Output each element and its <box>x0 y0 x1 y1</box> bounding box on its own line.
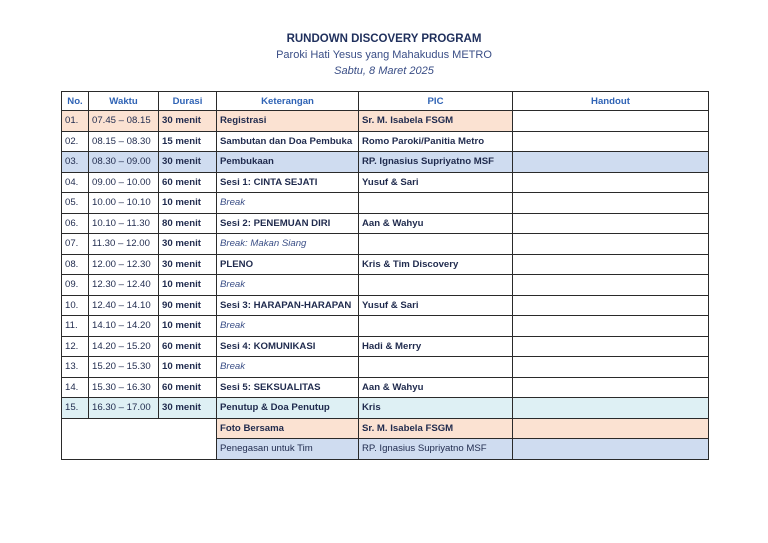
row-keterangan: Break <box>217 275 359 296</box>
table-row <box>62 234 709 255</box>
row-durasi: 15 menit <box>159 131 217 152</box>
row-durasi: 60 menit <box>159 336 217 357</box>
row-keterangan: Break: Makan Siang <box>217 234 359 255</box>
row-pic: Kris & Tim Discovery <box>359 254 513 275</box>
row-no: 14. <box>62 377 89 398</box>
row-durasi: 30 menit <box>159 254 217 275</box>
row-handout <box>513 131 709 152</box>
row-handout <box>513 193 709 214</box>
table-row-extra <box>62 418 709 439</box>
row-waktu: 16.30 – 17.00 <box>89 398 159 419</box>
row-pic: Romo Paroki/Panitia Metro <box>359 131 513 152</box>
row-handout <box>513 439 709 460</box>
row-keterangan: Break <box>217 357 359 378</box>
row-durasi: 30 menit <box>159 234 217 255</box>
row-waktu: 12.40 – 14.10 <box>89 295 159 316</box>
column-header-no: No. <box>62 92 89 111</box>
row-handout <box>513 152 709 173</box>
row-keterangan: Sesi 3: HARAPAN-HARAPAN <box>217 295 359 316</box>
row-waktu: 12.30 – 12.40 <box>89 275 159 296</box>
table-row <box>62 357 709 378</box>
row-pic <box>359 357 513 378</box>
row-pic: Yusuf & Sari <box>359 295 513 316</box>
row-no: 11. <box>62 316 89 337</box>
row-handout <box>513 234 709 255</box>
row-keterangan: Foto Bersama <box>217 418 359 439</box>
row-durasi: 30 menit <box>159 152 217 173</box>
document-header <box>0 31 768 79</box>
row-handout <box>513 172 709 193</box>
document-date: Sabtu, 8 Maret 2025 <box>334 65 434 77</box>
table-header-row <box>62 92 709 111</box>
row-handout <box>513 398 709 419</box>
row-durasi: 30 menit <box>159 398 217 419</box>
row-no: 13. <box>62 357 89 378</box>
table-row <box>62 377 709 398</box>
row-pic: Aan & Wahyu <box>359 213 513 234</box>
row-pic: Aan & Wahyu <box>359 377 513 398</box>
row-handout <box>513 254 709 275</box>
row-pic: RP. Ignasius Supriyatno MSF <box>359 439 513 460</box>
row-durasi: 80 menit <box>159 213 217 234</box>
row-pic: Kris <box>359 398 513 419</box>
row-durasi: 60 menit <box>159 172 217 193</box>
row-keterangan: Sesi 2: PENEMUAN DIRI <box>217 213 359 234</box>
row-handout <box>513 316 709 337</box>
row-keterangan: Registrasi <box>217 111 359 132</box>
row-durasi: 10 menit <box>159 357 217 378</box>
row-handout <box>513 336 709 357</box>
table-row <box>62 172 709 193</box>
row-waktu: 14.20 – 15.20 <box>89 336 159 357</box>
row-waktu: 10.10 – 11.30 <box>89 213 159 234</box>
row-pic: Hadi & Merry <box>359 336 513 357</box>
row-keterangan: Penegasan untuk Tim <box>217 439 359 460</box>
table-row <box>62 254 709 275</box>
row-no: 12. <box>62 336 89 357</box>
row-pic <box>359 275 513 296</box>
table-row <box>62 131 709 152</box>
document-title: RUNDOWN DISCOVERY PROGRAM <box>286 33 482 45</box>
row-no: 10. <box>62 295 89 316</box>
rundown-table <box>61 91 709 460</box>
table-row <box>62 193 709 214</box>
row-no: 08. <box>62 254 89 275</box>
table-row <box>62 111 709 132</box>
row-durasi: 10 menit <box>159 275 217 296</box>
empty-merged-cell <box>62 418 217 459</box>
row-handout <box>513 213 709 234</box>
row-no: 07. <box>62 234 89 255</box>
row-pic: RP. Ignasius Supriyatno MSF <box>359 152 513 173</box>
row-waktu: 11.30 – 12.00 <box>89 234 159 255</box>
row-keterangan: Pembukaan <box>217 152 359 173</box>
row-pic <box>359 193 513 214</box>
row-waktu: 14.10 – 14.20 <box>89 316 159 337</box>
row-keterangan: Break <box>217 193 359 214</box>
row-no: 01. <box>62 111 89 132</box>
row-handout <box>513 377 709 398</box>
row-waktu: 07.45 – 08.15 <box>89 111 159 132</box>
row-waktu: 12.00 – 12.30 <box>89 254 159 275</box>
row-no: 06. <box>62 213 89 234</box>
document-subtitle: Paroki Hati Yesus yang Mahakudus METRO <box>276 49 492 61</box>
row-no: 04. <box>62 172 89 193</box>
row-handout <box>513 295 709 316</box>
row-waktu: 10.00 – 10.10 <box>89 193 159 214</box>
row-handout <box>513 357 709 378</box>
row-durasi: 10 menit <box>159 193 217 214</box>
column-header-handout: Handout <box>513 92 709 111</box>
row-keterangan: Sambutan dan Doa Pembuka <box>217 131 359 152</box>
row-waktu: 08.15 – 08.30 <box>89 131 159 152</box>
row-no: 03. <box>62 152 89 173</box>
column-header-durasi: Durasi <box>159 92 217 111</box>
row-keterangan: Sesi 5: SEKSUALITAS <box>217 377 359 398</box>
row-durasi: 60 menit <box>159 377 217 398</box>
row-keterangan: PLENO <box>217 254 359 275</box>
row-waktu: 15.20 – 15.30 <box>89 357 159 378</box>
row-waktu: 15.30 – 16.30 <box>89 377 159 398</box>
table-row <box>62 336 709 357</box>
row-handout <box>513 111 709 132</box>
column-header-pic: PIC <box>359 92 513 111</box>
row-durasi: 30 menit <box>159 111 217 132</box>
table-row <box>62 398 709 419</box>
table-row <box>62 152 709 173</box>
row-durasi: 90 menit <box>159 295 217 316</box>
row-pic: Sr. M. Isabela FSGM <box>359 111 513 132</box>
table-row <box>62 275 709 296</box>
row-handout <box>513 275 709 296</box>
column-header-waktu: Waktu <box>89 92 159 111</box>
row-handout <box>513 418 709 439</box>
row-waktu: 08.30 – 09.00 <box>89 152 159 173</box>
column-header-keterangan: Keterangan <box>217 92 359 111</box>
row-pic <box>359 316 513 337</box>
row-keterangan: Sesi 4: KOMUNIKASI <box>217 336 359 357</box>
table-row <box>62 295 709 316</box>
row-pic: Sr. M. Isabela FSGM <box>359 418 513 439</box>
row-no: 02. <box>62 131 89 152</box>
row-no: 15. <box>62 398 89 419</box>
row-pic: Yusuf & Sari <box>359 172 513 193</box>
table-row <box>62 316 709 337</box>
row-durasi: 10 menit <box>159 316 217 337</box>
row-no: 05. <box>62 193 89 214</box>
table-row <box>62 213 709 234</box>
row-waktu: 09.00 – 10.00 <box>89 172 159 193</box>
row-pic <box>359 234 513 255</box>
row-keterangan: Sesi 1: CINTA SEJATI <box>217 172 359 193</box>
row-no: 09. <box>62 275 89 296</box>
row-keterangan: Penutup & Doa Penutup <box>217 398 359 419</box>
row-keterangan: Break <box>217 316 359 337</box>
